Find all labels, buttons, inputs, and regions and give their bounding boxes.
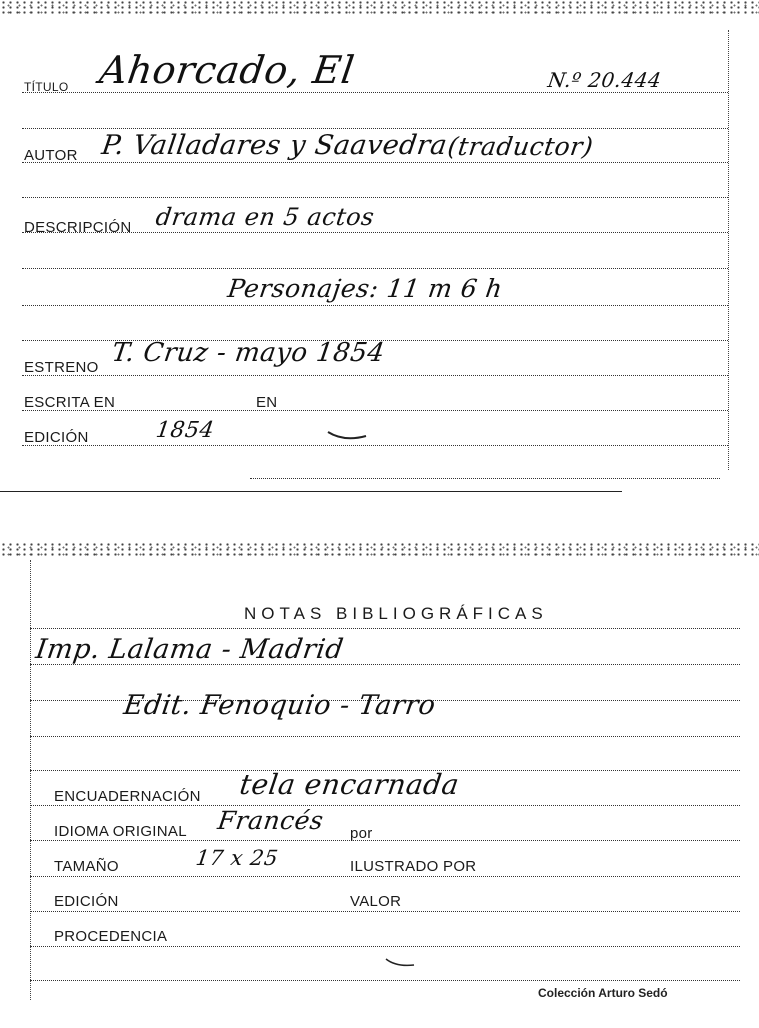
en-label: EN	[256, 394, 278, 411]
estreno-label: ESTRENO	[24, 359, 99, 376]
rule-line	[30, 876, 740, 877]
encuadernacion-label: ENCUADERNACIÓN	[54, 788, 201, 805]
rule-line	[30, 628, 740, 629]
procedencia-label: PROCEDENCIA	[54, 928, 168, 945]
por-label: por	[350, 825, 373, 842]
autor-note: (traductor)	[445, 132, 596, 161]
rule-line	[22, 128, 728, 129]
rule-line	[22, 268, 728, 269]
autor-value: P. Valladares y Saavedra	[99, 130, 450, 161]
edicion-label: EDICIÓN	[54, 893, 119, 910]
encuadernacion-value: tela encarnada	[237, 768, 462, 801]
rule-line	[22, 445, 728, 446]
rule-line	[22, 305, 728, 306]
valor-label: VALOR	[350, 893, 402, 910]
rule-line	[22, 92, 728, 93]
tamano-value: 17 x 25	[194, 846, 280, 870]
idioma-original-value: Francés	[215, 806, 326, 835]
descripcion-label: DESCRIPCIÓN	[24, 219, 132, 236]
estreno-value: T. Cruz - mayo 1854	[109, 338, 387, 368]
card-top-bottom-edge	[0, 491, 622, 492]
card-top-right-border	[728, 30, 729, 470]
numero-value: N.º 20.444	[546, 68, 664, 92]
rule-line	[30, 840, 740, 841]
rule-line	[30, 980, 740, 981]
card-bottom-edge-speckle	[0, 542, 759, 556]
ink-mark	[326, 424, 376, 444]
tamano-label: TAMAÑO	[54, 858, 119, 875]
rule-line	[250, 478, 720, 479]
edicion-value: 1854	[154, 418, 216, 443]
escrita-en-label: ESCRITA EN	[24, 394, 116, 411]
ink-mark	[384, 955, 420, 969]
edicion-label: EDICIÓN	[24, 429, 89, 446]
notas-bibliograficas-title: NOTAS BIBLIOGRÁFICAS	[244, 604, 548, 623]
card-bottom-left-border	[30, 560, 31, 1000]
rule-line	[22, 197, 728, 198]
rule-line	[30, 911, 740, 912]
titulo-value: Ahorcado, El	[96, 48, 358, 92]
rule-line	[22, 162, 728, 163]
rule-line	[22, 410, 728, 411]
catalog-card-top	[0, 0, 759, 500]
idioma-original-label: IDIOMA ORIGINAL	[54, 823, 187, 840]
rule-line	[22, 375, 728, 376]
titulo-label: TÍTULO	[24, 80, 69, 94]
ilustrado-por-label: ILUSTRADO POR	[350, 858, 477, 875]
notas-line-2: Edit. Fenoquio - Tarro	[121, 690, 438, 721]
rule-line	[30, 805, 740, 806]
card-top-edge-speckle	[0, 0, 759, 14]
notas-line-1: Imp. Lalama - Madrid	[33, 634, 346, 665]
personajes-value: Personajes: 11 m 6 h	[225, 274, 505, 303]
collection-credit: Colección Arturo Sedó	[538, 986, 668, 1000]
rule-line	[30, 736, 740, 737]
catalog-card-bottom	[0, 540, 759, 1028]
autor-label: AUTOR	[24, 147, 78, 164]
descripcion-value: drama en 5 actos	[154, 203, 377, 231]
rule-line	[30, 946, 740, 947]
